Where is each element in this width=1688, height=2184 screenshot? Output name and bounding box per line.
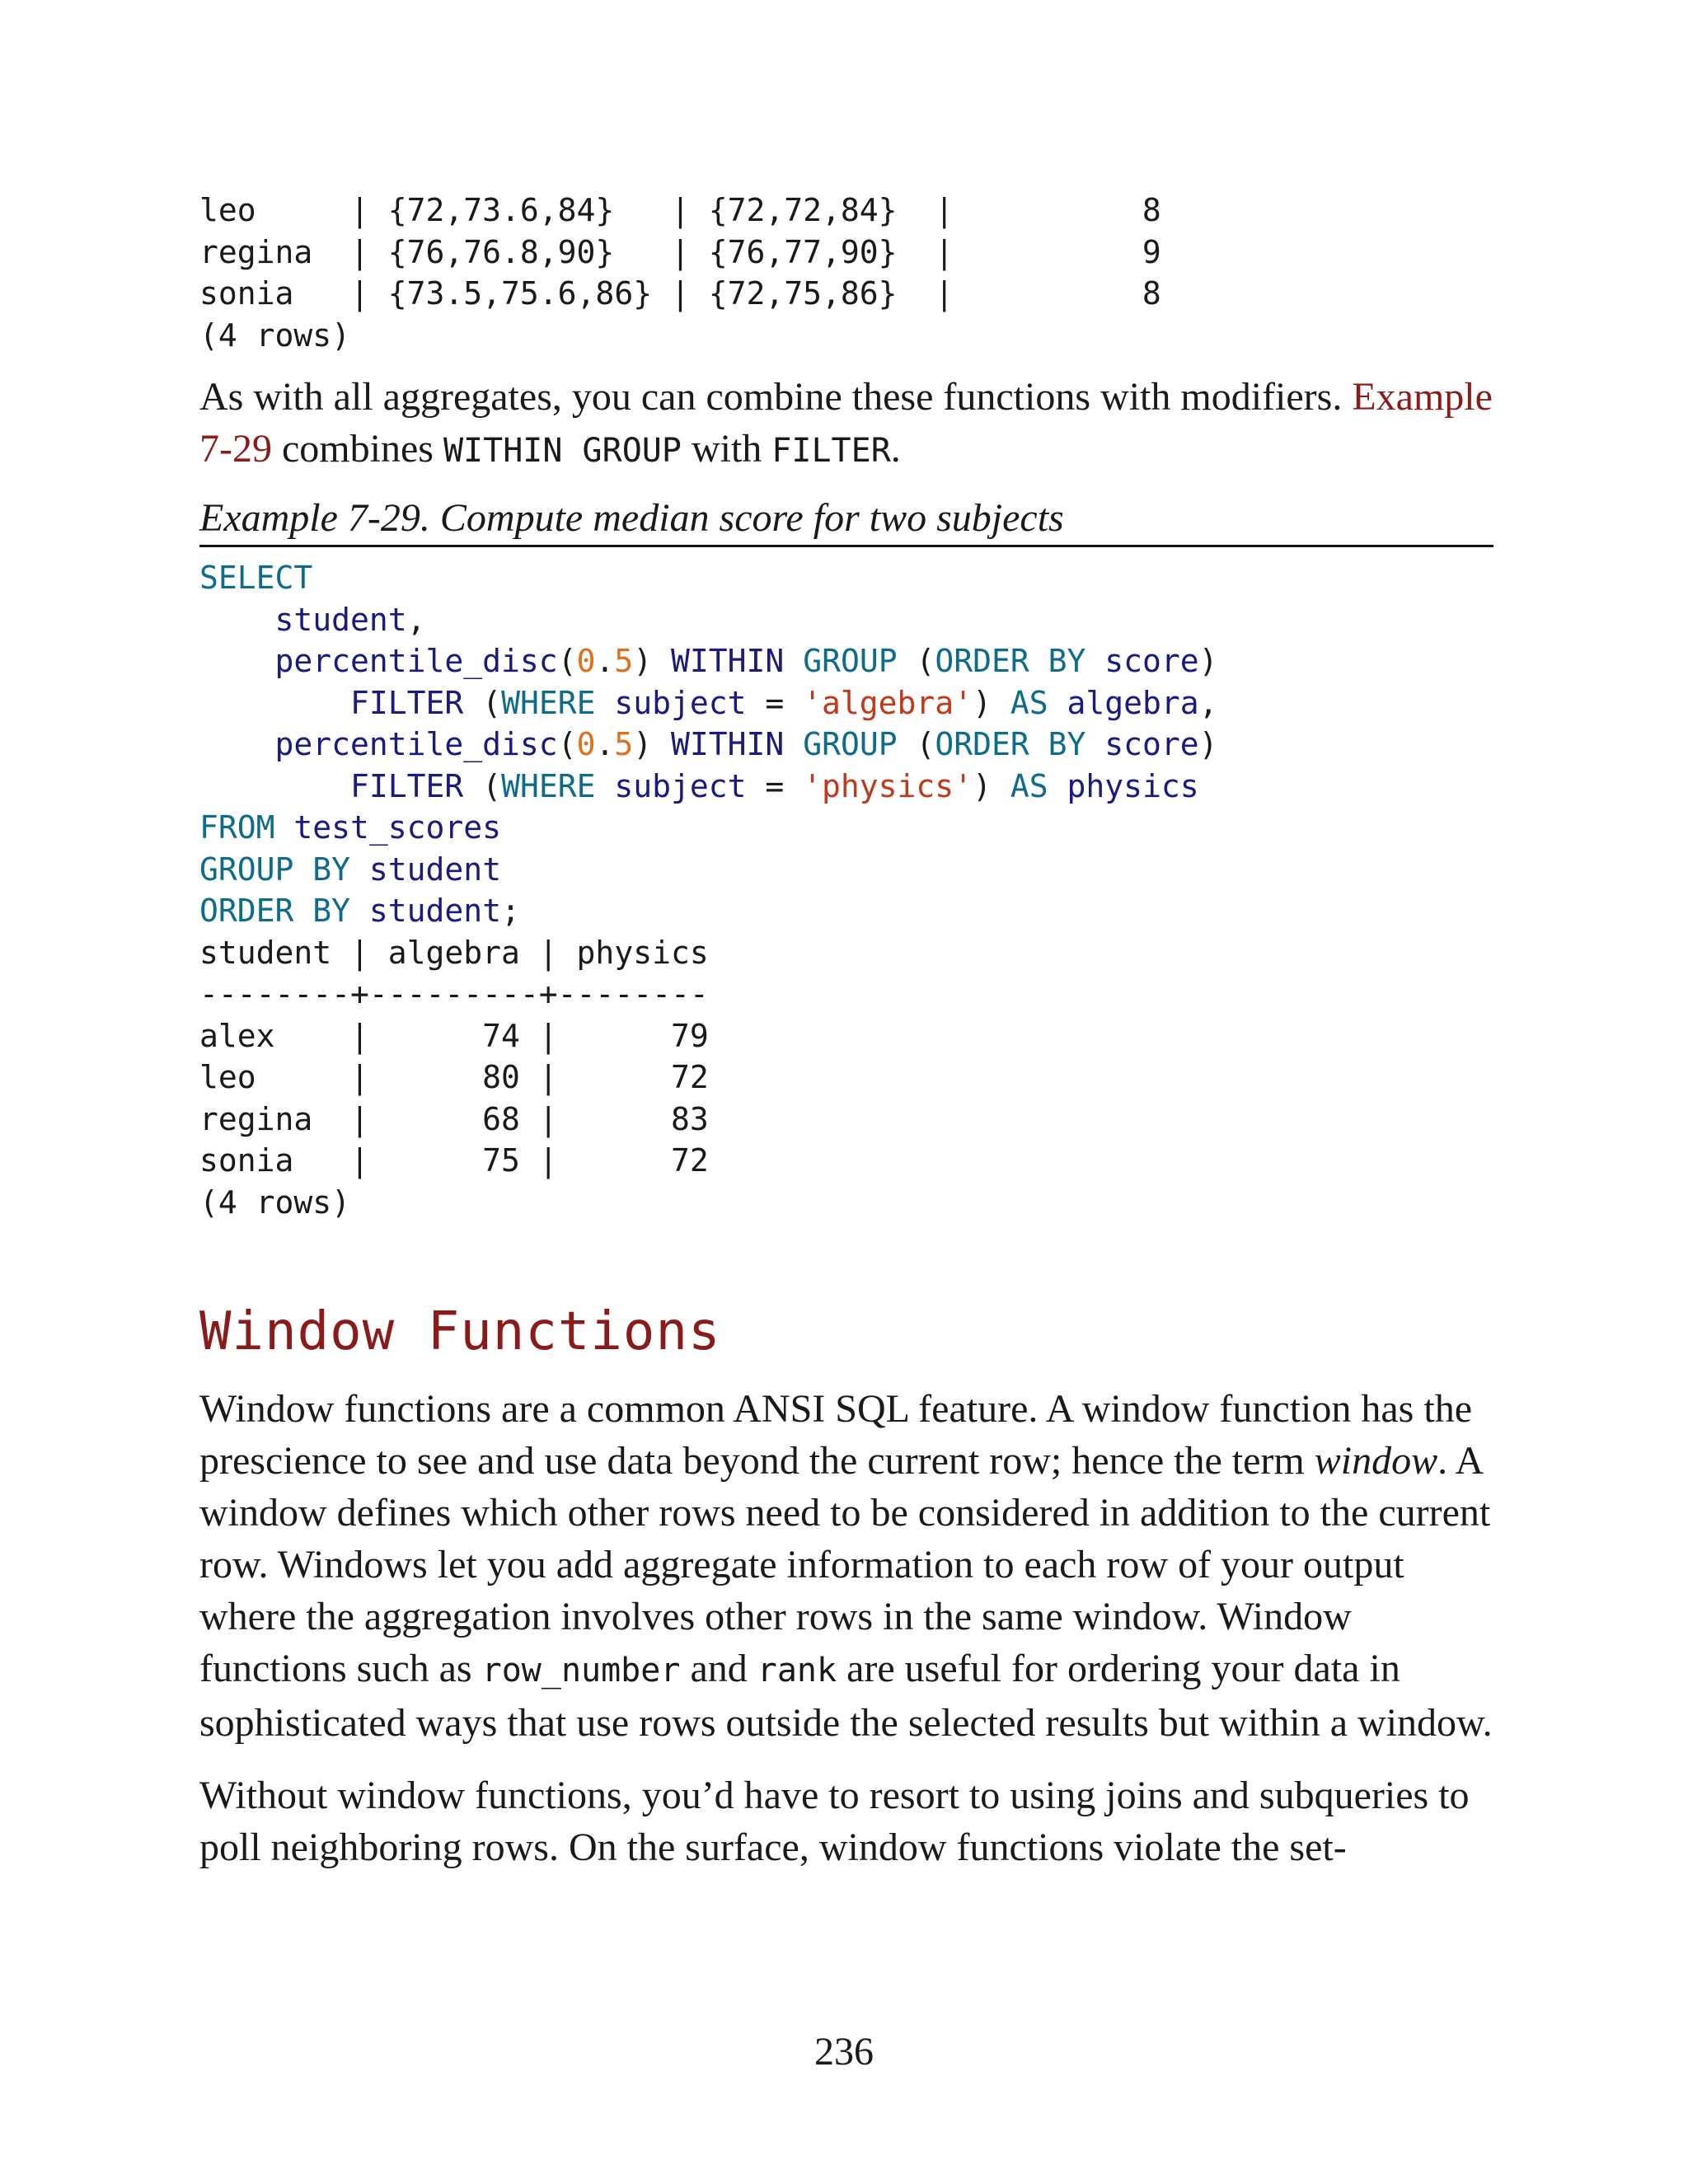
inline-code: row_number [481, 1652, 681, 1690]
table-row: sonia | 75 | 72 [199, 1142, 709, 1179]
example-caption: Example 7-29. Compute median score for two subjects [199, 494, 1493, 547]
table-row: leo | 80 | 72 [199, 1059, 709, 1095]
code-line: GROUP BY student [199, 851, 502, 888]
page-number: 236 [814, 2030, 874, 2074]
sql-code-block [199, 557, 1493, 932]
row-count: (4 rows) [199, 1183, 351, 1221]
table-row: leo | {72,73.6,84} | {72,72,84} | 8 [199, 192, 1161, 228]
table-row: sonia | {73.5,75.6,86} | {72,75,86} | 8 [199, 275, 1161, 312]
intro-paragraph: As with all aggregates, you can combine these functions with modifiers. Example 7-29 combines WITHIN GROUP with FILTER. [199, 375, 1493, 471]
example-link[interactable]: Example 7-29 [199, 375, 1493, 471]
code-line: FILTER (WHERE subject = 'physics') AS physics [350, 767, 1199, 804]
inline-code: rank [757, 1652, 837, 1690]
code-line: FROM test_scores [199, 809, 502, 846]
body-paragraph: Window functions are a common ANSI SQL feature. A window function has the prescience to see and use data beyond the current row; hence the term window. A window defines which other rows need to be considered in addition to the current row. Windows let you add aggregate information to each row of your output where the aggregation involves other rows in the same window. Window functions such as row_number and rank are useful for ordering your data in sophisticated ways that use rows outside the selected results but within a window. [199, 1387, 1493, 1745]
code-line: student, [274, 601, 426, 638]
result-separator: --------+---------+-------- [199, 976, 709, 1012]
result-header: student | algebra | physics [199, 934, 709, 971]
body-paragraph: Without window functions, you’d have to resort to using joins and subqueries to poll neighboring rows. On the surface, window functions violate the set- [199, 1774, 1470, 1869]
section-title: Window Functions [199, 1301, 721, 1362]
query-result-output [199, 932, 1493, 1224]
code-line: FILTER (WHERE subject = 'algebra') AS algebra, [350, 684, 1218, 721]
row-count: (4 rows) [199, 316, 351, 354]
code-line: percentile_disc(0.5) WITHIN GROUP (ORDER BY score) [274, 643, 1218, 679]
code-line: SELECT [199, 560, 313, 596]
inline-code: FILTER [771, 432, 891, 470]
table-row: alex | 74 | 79 [199, 1017, 709, 1054]
table-row: regina | 68 | 83 [199, 1100, 709, 1137]
table-row: regina | {76,76.8,90} | {76,77,90} | 9 [199, 233, 1161, 270]
inline-code: WITHIN GROUP [443, 432, 682, 470]
code-line: ORDER BY student; [199, 893, 520, 929]
page-content [199, 190, 1493, 1873]
previous-result-output [199, 190, 1493, 356]
code-line: percentile_disc(0.5) WITHIN GROUP (ORDER BY score) [274, 726, 1218, 762]
